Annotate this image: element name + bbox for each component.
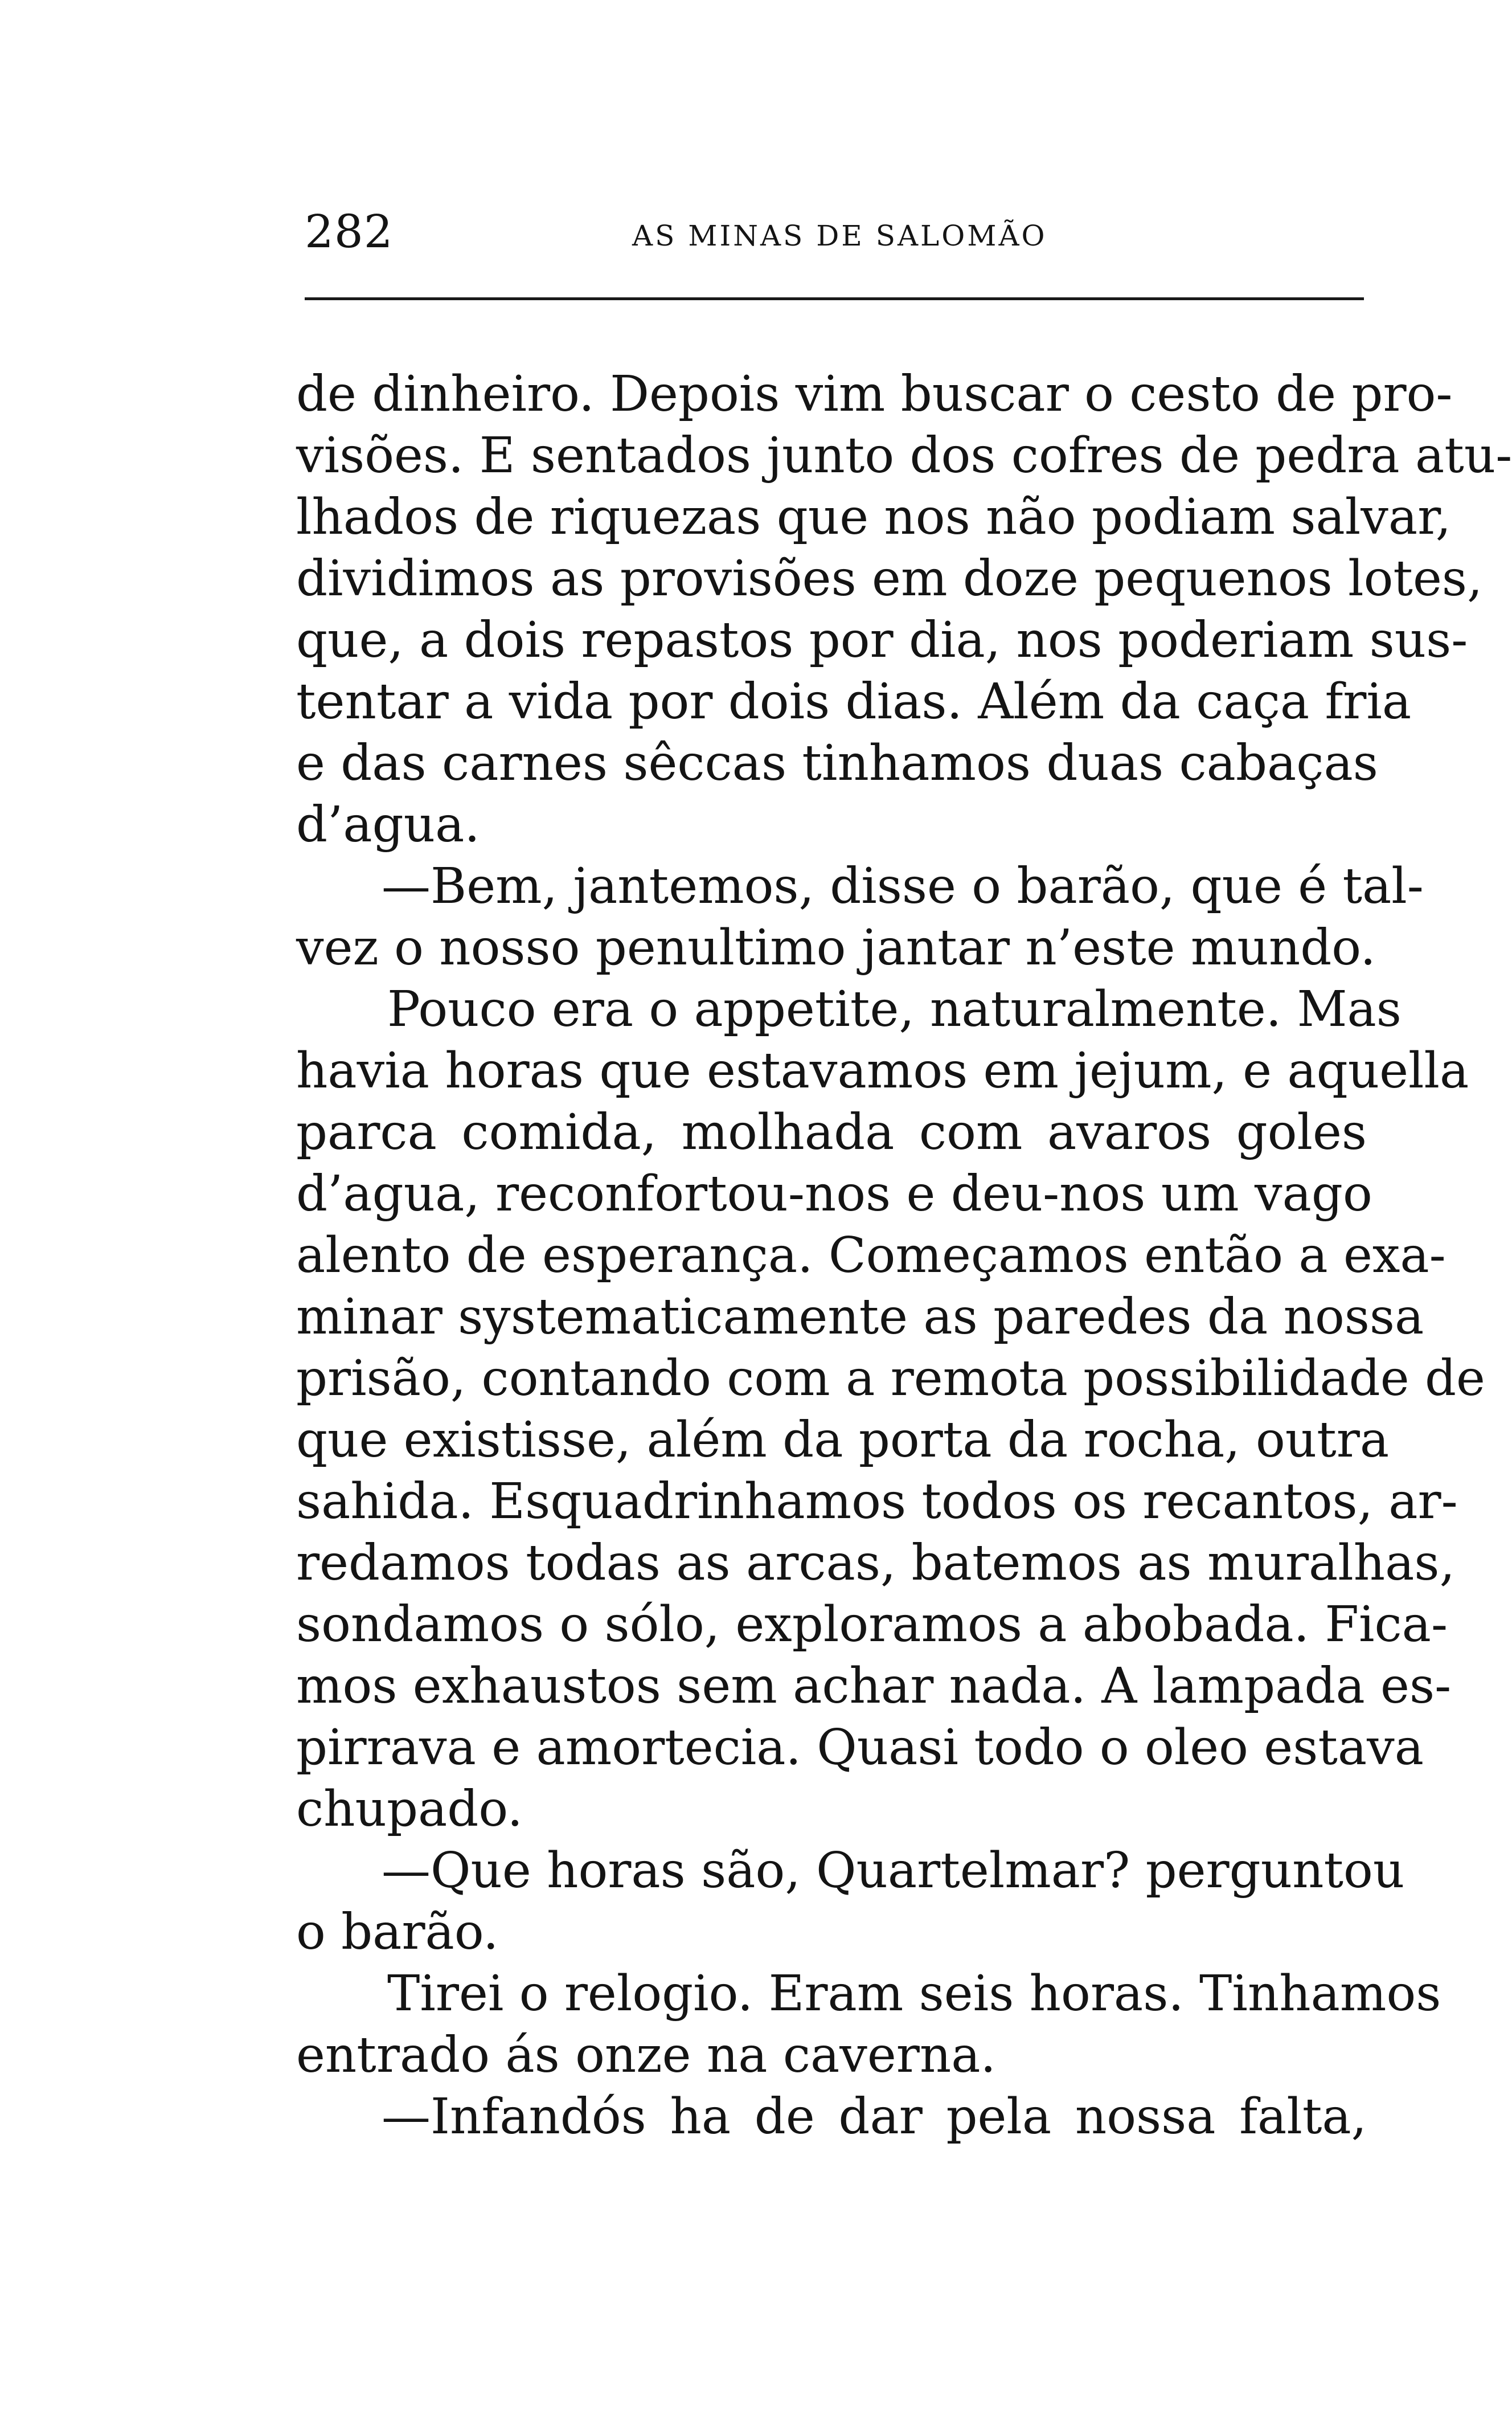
text-line: chupado.	[296, 1781, 523, 1838]
text-line: que existisse, além da porta da rocha, outra	[296, 1412, 1390, 1469]
text-line: d’agua, reconfortou-nos e deu-nos um vago	[296, 1165, 1372, 1222]
body-text	[296, 363, 1512, 2148]
text-line: mos exhaustos sem achar nada. A lampada es-	[296, 1658, 1452, 1715]
text-line: parca comida, molhada com avaros goles	[296, 1104, 1367, 1161]
text-line: o barão.	[296, 1904, 499, 1961]
text-line: havia horas que estavamos em jejum, e aquella	[296, 1042, 1469, 1099]
text-line: que, a dois repastos por dia, nos poderiam sus-	[296, 612, 1468, 669]
running-title: AS MINAS DE SALOMÃO	[632, 219, 1047, 252]
header-rule	[305, 297, 1364, 300]
text-line: alento de esperança. Começamos então a exa-	[296, 1227, 1446, 1284]
text-line: tentar a vida por dois dias. Além da caça fria	[296, 673, 1412, 730]
text-line: visões. E sentados junto dos cofres de pedra atu-	[296, 427, 1512, 484]
text-line: vez o nosso penultimo jantar n’este mundo.	[296, 919, 1376, 976]
text-line: e das carnes sêccas tinhamos duas cabaças	[296, 735, 1378, 792]
text-line: sahida. Esquadrinhamos todos os recantos, ar-	[296, 1473, 1458, 1530]
text-line: de dinheiro. Depois vim buscar o cesto de pro-	[296, 366, 1453, 423]
text-line: sondamos o sólo, exploramos a abobada. Fica-	[296, 1596, 1448, 1653]
paragraph-start-line: Pouco era o appetite, naturalmente. Mas	[387, 981, 1402, 1038]
text-line: d’agua.	[296, 796, 480, 853]
dialogue-line: —Bem, jantemos, disse o barão, que é tal-	[382, 858, 1424, 915]
dialogue-line: —Que horas são, Quartelmar? perguntou	[382, 1842, 1405, 1899]
text-line: lhados de riquezas que nos não podiam salvar,	[296, 489, 1452, 546]
dialogue-line: —Infandós ha de dar pela nossa falta,	[382, 2088, 1367, 2145]
page-number: 282	[305, 205, 394, 258]
text-line: dividimos as provisões em doze pequenos lotes,	[296, 550, 1483, 607]
text-line: entrado ás onze na caverna.	[296, 2027, 996, 2084]
paragraph-start-line: Tirei o relogio. Eram seis horas. Tinhamos	[387, 1965, 1441, 2022]
text-line: prisão, contando com a remota possibilidade de	[296, 1350, 1485, 1407]
text-line: pirrava e amortecia. Quasi todo o oleo estava	[296, 1719, 1424, 1776]
running-head	[305, 201, 1364, 269]
text-line: minar systematicamente as paredes da nossa	[296, 1289, 1424, 1345]
text-line: redamos todas as arcas, batemos as muralhas,	[296, 1535, 1455, 1592]
